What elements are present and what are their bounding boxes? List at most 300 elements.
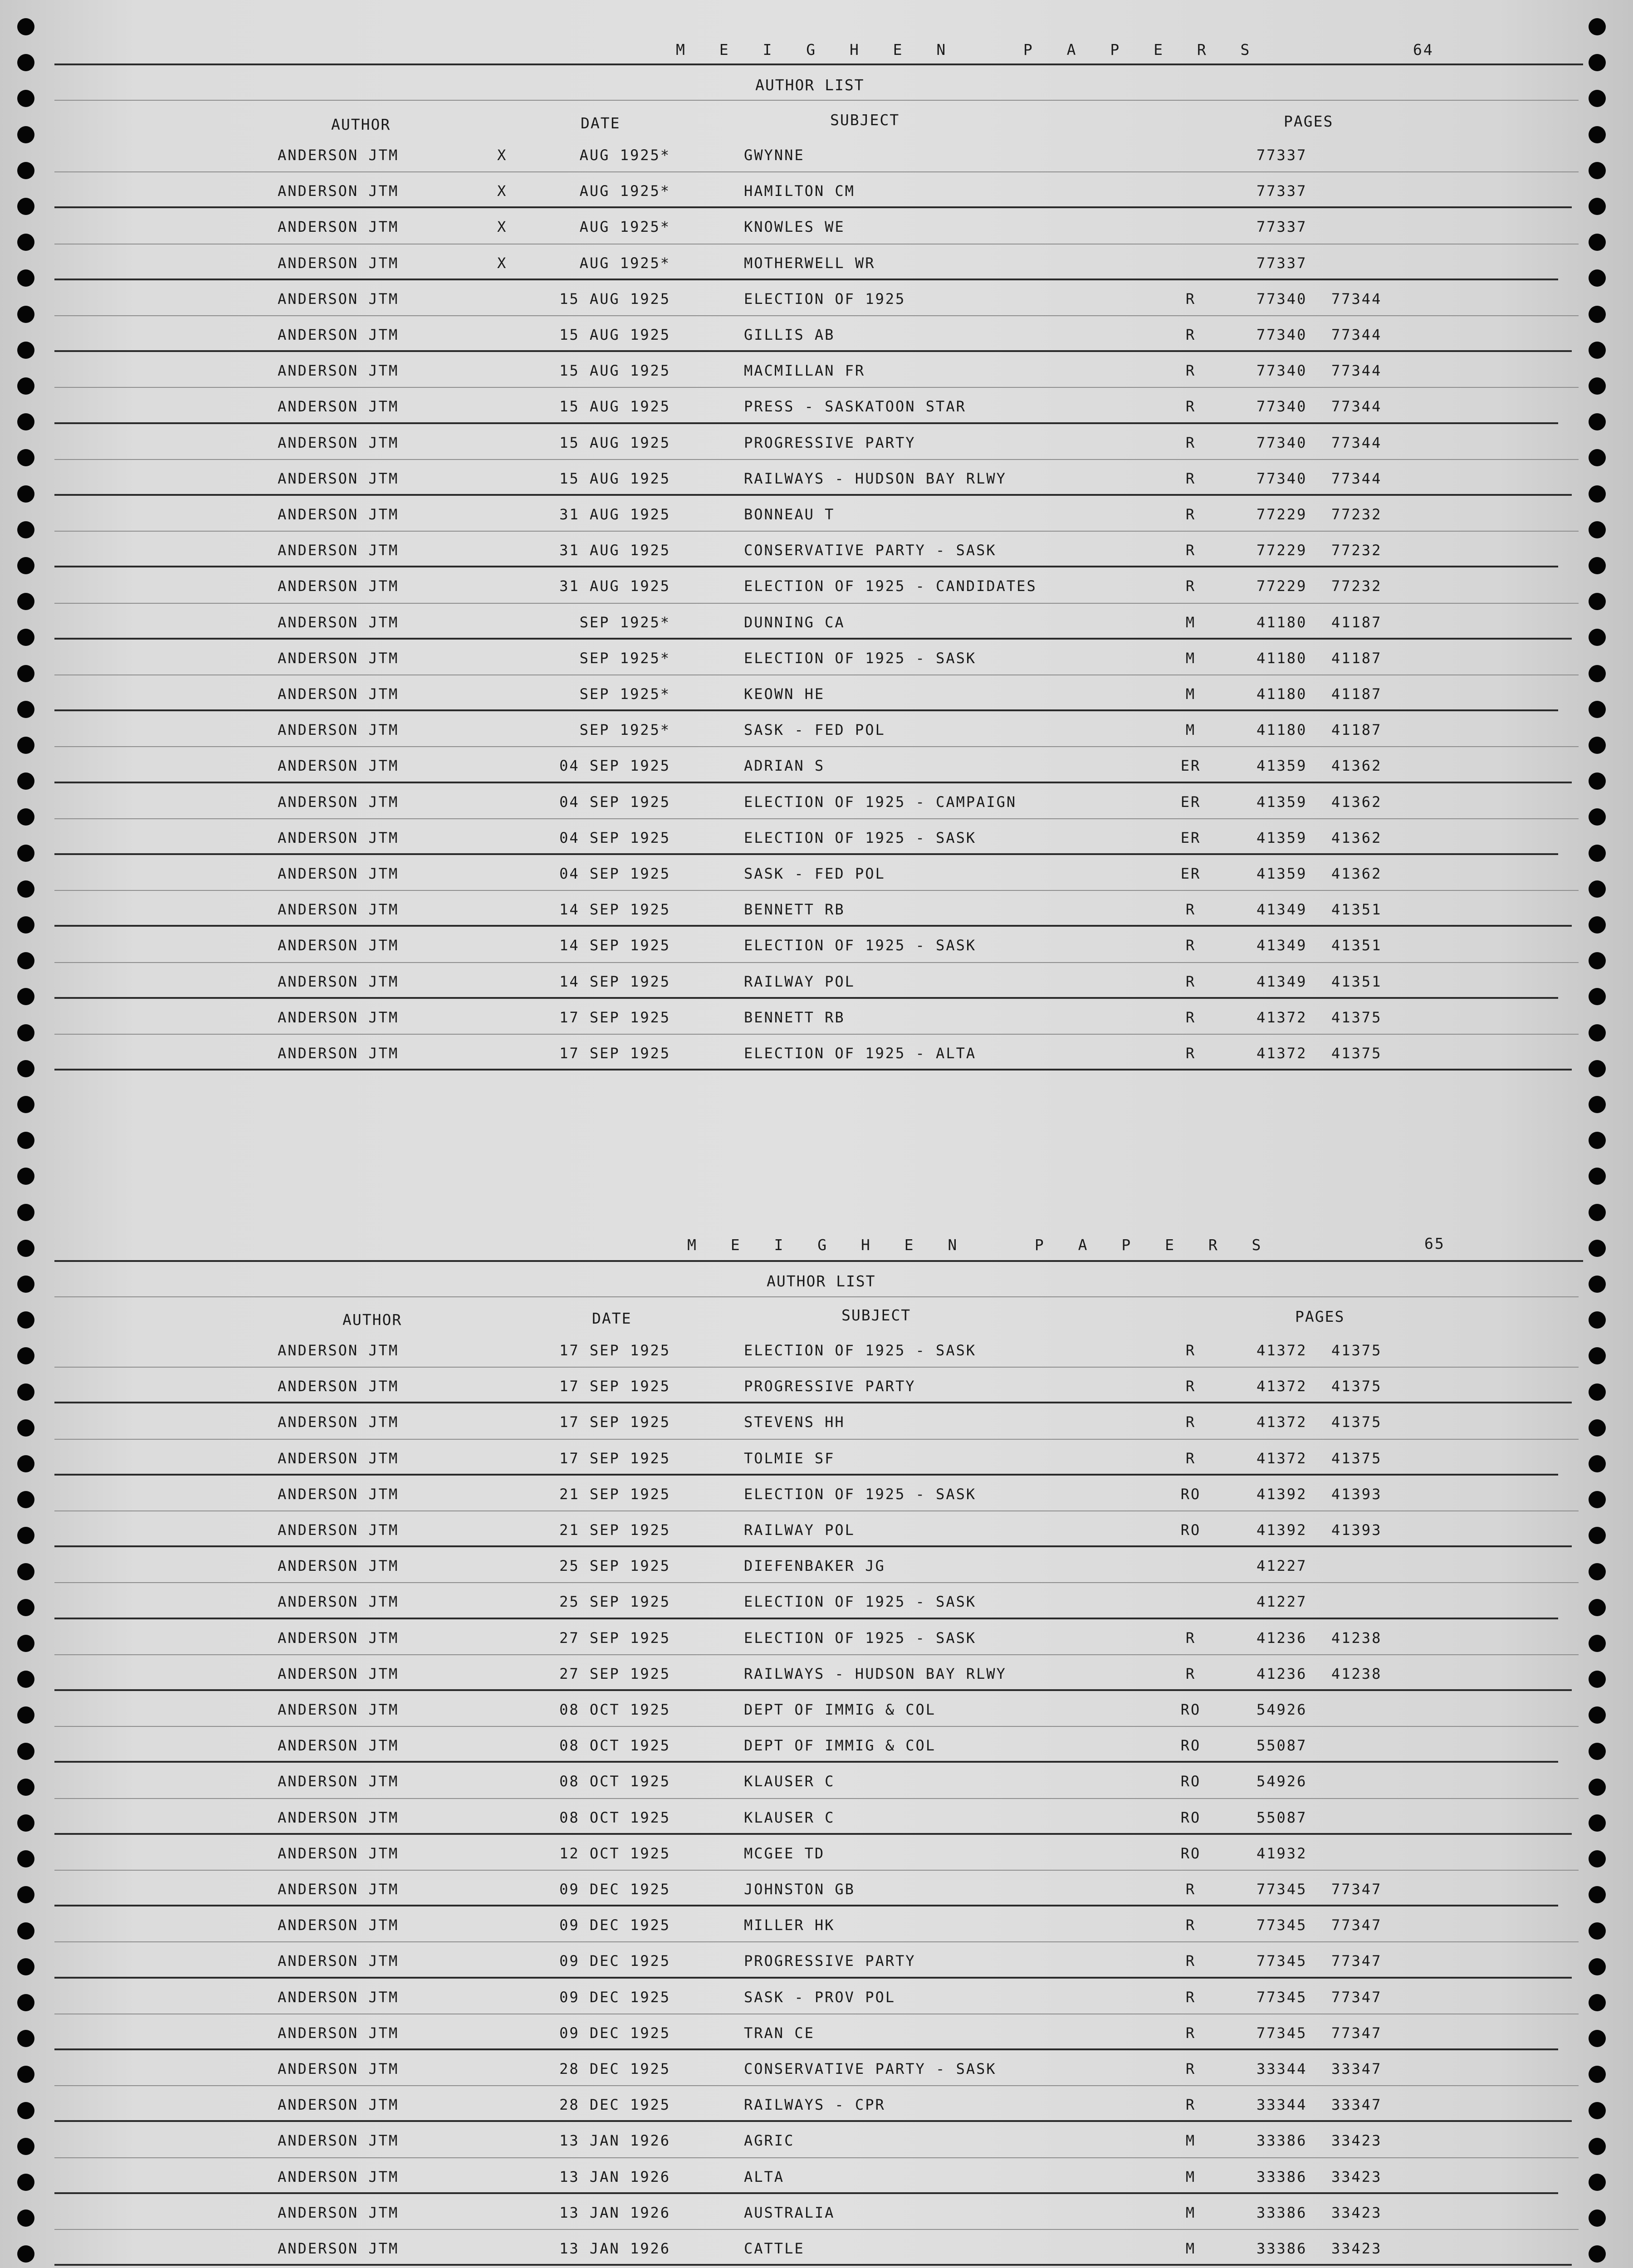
page-end-cell: 77344	[1331, 469, 1382, 487]
subject-cell: CATTLE	[744, 2240, 805, 2257]
page-end-cell: 33423	[1331, 2168, 1382, 2185]
page-end-cell: 41393	[1331, 1521, 1382, 1539]
form-rule	[54, 350, 1572, 352]
date-cell: 09 DEC 1925	[559, 1881, 670, 1898]
subject-cell: ADRIAN S	[744, 757, 825, 775]
date-cell: 13 JAN 1926	[559, 2204, 670, 2221]
table-row	[0, 246, 1633, 278]
page-start-cell: 77340	[1257, 290, 1307, 308]
table-row	[0, 1549, 1633, 1581]
page-start-cell: 41180	[1257, 721, 1307, 739]
author-cell: ANDERSON JTM	[278, 1449, 399, 1467]
subject-cell: ELECTION OF 1925	[744, 290, 906, 308]
form-fine-rule	[54, 1726, 1579, 1727]
form-fine-rule	[54, 1439, 1579, 1440]
date-cell: 13 JAN 1926	[559, 2132, 670, 2150]
table-row	[0, 2016, 1633, 2048]
date-cell: 21 SEP 1925	[559, 1485, 670, 1503]
code-cell: R	[1185, 469, 1196, 487]
subject-cell: MCGEE TD	[744, 1844, 825, 1862]
column-header-pages: PAGES	[1295, 1308, 1345, 1325]
code-cell: R	[1185, 1378, 1196, 1395]
author-cell: ANDERSON JTM	[278, 2060, 399, 2077]
form-rule	[54, 1545, 1572, 1547]
date-cell: 15 AUG 1925	[559, 362, 670, 380]
table-row	[0, 1442, 1633, 1473]
page-start-cell: 77340	[1257, 469, 1307, 487]
table-row	[0, 1801, 1633, 1833]
page-end-cell: 77344	[1331, 398, 1382, 415]
form-fine-rule	[54, 1582, 1579, 1583]
table-row	[0, 1513, 1633, 1545]
subject-cell: DUNNING CA	[744, 613, 845, 631]
table-row	[0, 174, 1633, 206]
table-row	[0, 1621, 1633, 1653]
form-rule	[54, 1689, 1572, 1691]
form-fine-rule	[54, 1941, 1579, 1942]
table-row	[0, 965, 1633, 997]
date-cell: 09 DEC 1925	[559, 2024, 670, 2042]
subject-cell: ELECTION OF 1925 - CAMPAIGN	[744, 793, 1017, 811]
page-start-cell: 41372	[1257, 1045, 1307, 1062]
table-row	[0, 462, 1633, 494]
page-end-cell: 41375	[1331, 1449, 1382, 1467]
code-cell: ER	[1180, 865, 1201, 882]
date-cell: 17 SEP 1925	[559, 1045, 670, 1062]
page-end-cell: 41351	[1331, 973, 1382, 990]
form-rule	[54, 1977, 1572, 1979]
page-start-cell: 77340	[1257, 434, 1307, 451]
form-rule	[54, 2048, 1558, 2050]
code-cell: R	[1185, 1881, 1196, 1898]
page-start-cell: 41180	[1257, 613, 1307, 631]
subject-cell: STEVENS HH	[744, 1413, 845, 1431]
author-cell: ANDERSON JTM	[278, 1844, 399, 1862]
page-start-cell: 77229	[1257, 542, 1307, 559]
page-start-cell: 41227	[1257, 1593, 1307, 1611]
x-flag-cell: X	[497, 218, 508, 236]
page-start-cell: 41372	[1257, 1413, 1307, 1431]
form-rule	[54, 279, 1558, 280]
author-cell: ANDERSON JTM	[278, 937, 399, 954]
table-row	[0, 821, 1633, 853]
code-cell: R	[1185, 1413, 1196, 1431]
page-start-cell: 41359	[1257, 793, 1307, 811]
author-cell: ANDERSON JTM	[278, 1881, 399, 1898]
code-cell: M	[1185, 613, 1196, 631]
code-cell: RO	[1180, 1737, 1201, 1755]
form-rule	[54, 566, 1558, 567]
form-fine-rule	[54, 2229, 1579, 2230]
table-row	[0, 1908, 1633, 1940]
form-fine-rule	[54, 2085, 1579, 2086]
date-cell: 17 SEP 1925	[559, 1008, 670, 1026]
author-cell: ANDERSON JTM	[278, 577, 399, 595]
code-cell: R	[1185, 901, 1196, 919]
page-start-cell: 77229	[1257, 506, 1307, 523]
page-start-cell: 41392	[1257, 1521, 1307, 1539]
date-cell: SEP 1925*	[579, 721, 670, 739]
author-cell: ANDERSON JTM	[278, 542, 399, 559]
date-cell: 09 DEC 1925	[559, 1952, 670, 1970]
author-cell: ANDERSON JTM	[278, 973, 399, 990]
table-row	[0, 1001, 1633, 1032]
subject-cell: ELECTION OF 1925 - SASK	[744, 1629, 977, 1647]
page-end-cell: 41375	[1331, 1413, 1382, 1431]
date-cell: 15 AUG 1925	[559, 469, 670, 487]
code-cell: RO	[1180, 1701, 1201, 1718]
code-cell: RO	[1180, 1844, 1201, 1862]
author-cell: ANDERSON JTM	[278, 757, 399, 775]
author-cell: ANDERSON JTM	[278, 685, 399, 703]
subject-cell: SASK - PROV POL	[744, 1988, 895, 2006]
page-end-cell: 41362	[1331, 865, 1382, 882]
code-cell: RO	[1180, 1485, 1201, 1503]
page-end-cell: 33347	[1331, 2096, 1382, 2114]
page-start-cell: 54926	[1257, 1701, 1307, 1718]
page-start-cell: 77340	[1257, 398, 1307, 415]
author-cell: ANDERSON JTM	[278, 1521, 399, 1539]
x-flag-cell: X	[497, 254, 508, 272]
table-row	[0, 1477, 1633, 1509]
form-fine-rule	[54, 1034, 1579, 1035]
date-cell: SEP 1925*	[579, 685, 670, 703]
subject-cell: ELECTION OF 1925 - ALTA	[744, 1045, 977, 1062]
table-row	[0, 1729, 1633, 1760]
page-start-cell: 77345	[1257, 1916, 1307, 1934]
code-cell: R	[1185, 326, 1196, 343]
table-row	[0, 857, 1633, 889]
header-fine-rule	[54, 1296, 1579, 1297]
author-cell: ANDERSON JTM	[278, 1629, 399, 1647]
page-number: 65	[1424, 1235, 1445, 1252]
page-start-cell: 77345	[1257, 1952, 1307, 1970]
table-row	[0, 2088, 1633, 2120]
page-end-cell: 33423	[1331, 2240, 1382, 2257]
page-end-cell: 77347	[1331, 2024, 1382, 2042]
page-start-cell: 41349	[1257, 901, 1307, 919]
page-end-cell: 77344	[1331, 326, 1382, 343]
date-cell: 17 SEP 1925	[559, 1378, 670, 1395]
subject-cell: KLAUSER C	[744, 1809, 835, 1826]
form-fine-rule	[54, 171, 1579, 172]
page-start-cell: 77337	[1257, 254, 1307, 272]
code-cell: R	[1185, 290, 1196, 308]
column-header-date: DATE	[592, 1310, 632, 1327]
author-cell: ANDERSON JTM	[278, 362, 399, 380]
subject-cell: ELECTION OF 1925 - SASK	[744, 1485, 977, 1503]
page-start-cell: 77345	[1257, 1988, 1307, 2006]
author-cell: ANDERSON JTM	[278, 1378, 399, 1395]
form-fine-rule	[54, 818, 1579, 819]
header-rule	[54, 1260, 1583, 1262]
date-cell: 31 AUG 1925	[559, 577, 670, 595]
form-rule	[54, 494, 1572, 496]
code-cell: R	[1185, 1342, 1196, 1359]
page-end-cell: 77344	[1331, 434, 1382, 451]
author-cell: ANDERSON JTM	[278, 218, 399, 236]
date-cell: 04 SEP 1925	[559, 829, 670, 846]
code-cell: R	[1185, 1449, 1196, 1467]
date-cell: 17 SEP 1925	[559, 1413, 670, 1431]
subject-cell: RAILWAYS - CPR	[744, 2096, 885, 2114]
date-cell: 31 AUG 1925	[559, 542, 670, 559]
column-header-subject: SUBJECT	[841, 1306, 911, 1324]
code-cell: R	[1185, 973, 1196, 990]
page-end-cell: 33423	[1331, 2204, 1382, 2221]
date-cell: 15 AUG 1925	[559, 398, 670, 415]
page-end-cell: 41362	[1331, 793, 1382, 811]
subject-cell: GWYNNE	[744, 147, 805, 164]
author-cell: ANDERSON JTM	[278, 1809, 399, 1826]
form-fine-rule	[54, 1510, 1579, 1511]
date-cell: 04 SEP 1925	[559, 757, 670, 775]
page-end-cell: 77347	[1331, 1916, 1382, 1934]
table-row	[0, 749, 1633, 781]
page-end-cell: 77232	[1331, 542, 1382, 559]
form-fine-rule	[54, 1870, 1579, 1871]
author-cell: ANDERSON JTM	[278, 613, 399, 631]
form-fine-rule	[54, 746, 1579, 747]
page-start-cell: 41372	[1257, 1378, 1307, 1395]
subject-cell: RAILWAYS - HUDSON BAY RLWY	[744, 469, 1007, 487]
subject-cell: PROGRESSIVE PARTY	[744, 434, 916, 451]
page-end-cell: 77232	[1331, 506, 1382, 523]
sheet-title: M E I G H E N P A P E R S	[676, 41, 1262, 59]
page-start-cell: 77229	[1257, 577, 1307, 595]
page-start-cell: 41372	[1257, 1342, 1307, 1359]
table-row	[0, 1036, 1633, 1068]
table-row	[0, 138, 1633, 170]
table-row	[0, 1405, 1633, 1437]
subject-cell: PROGRESSIVE PARTY	[744, 1378, 916, 1395]
page-start-cell: 33386	[1257, 2168, 1307, 2185]
page-start-cell: 41236	[1257, 1665, 1307, 1682]
date-cell: 09 DEC 1925	[559, 1916, 670, 1934]
form-fine-rule	[54, 531, 1579, 532]
table-row	[0, 569, 1633, 601]
page-start-cell: 77337	[1257, 218, 1307, 236]
page-end-cell: 41375	[1331, 1342, 1382, 1359]
date-cell: 14 SEP 1925	[559, 973, 670, 990]
page-end-cell: 41238	[1331, 1629, 1382, 1647]
subject-cell: KEOWN HE	[744, 685, 825, 703]
page-start-cell: 41932	[1257, 1844, 1307, 1862]
author-cell: ANDERSON JTM	[278, 649, 399, 667]
form-rule	[54, 1402, 1572, 1403]
table-row	[0, 893, 1633, 924]
date-cell: 14 SEP 1925	[559, 937, 670, 954]
column-header-author: AUTHOR	[331, 116, 391, 133]
subject-cell: PRESS - SASKATOON STAR	[744, 398, 966, 415]
date-cell: 13 JAN 1926	[559, 2168, 670, 2185]
table-row	[0, 1657, 1633, 1689]
page-start-cell: 41372	[1257, 1449, 1307, 1467]
table-row	[0, 2232, 1633, 2263]
form-rule	[54, 1474, 1558, 1476]
date-cell: 04 SEP 1925	[559, 793, 670, 811]
author-cell: ANDERSON JTM	[278, 2240, 399, 2257]
code-cell: M	[1185, 649, 1196, 667]
subject-cell: ALTA	[744, 2168, 785, 2185]
author-cell: ANDERSON JTM	[278, 2024, 399, 2042]
author-cell: ANDERSON JTM	[278, 1916, 399, 1934]
author-cell: ANDERSON JTM	[278, 901, 399, 919]
table-row	[0, 426, 1633, 458]
form-rule	[54, 2192, 1558, 2194]
subject-cell: ELECTION OF 1925 - SASK	[744, 649, 977, 667]
form-rule	[54, 997, 1558, 999]
code-cell: R	[1185, 1045, 1196, 1062]
header-rule	[54, 64, 1583, 65]
page-end-cell: 41187	[1331, 649, 1382, 667]
page-start-cell: 33386	[1257, 2132, 1307, 2150]
column-header-pages: PAGES	[1284, 112, 1334, 130]
table-row	[0, 282, 1633, 314]
date-cell: 08 OCT 1925	[559, 1737, 670, 1755]
subject-cell: TRAN CE	[744, 2024, 815, 2042]
page-number: 64	[1413, 41, 1434, 59]
subject-cell: AGRIC	[744, 2132, 795, 2150]
date-cell: 13 JAN 1926	[559, 2240, 670, 2257]
code-cell: R	[1185, 1629, 1196, 1647]
table-row	[0, 1585, 1633, 1617]
table-row	[0, 606, 1633, 637]
page-end-cell: 77347	[1331, 1988, 1382, 2006]
code-cell: R	[1185, 398, 1196, 415]
subject-cell: GILLIS AB	[744, 326, 835, 343]
table-row	[0, 1980, 1633, 2012]
page-start-cell: 41349	[1257, 937, 1307, 954]
code-cell: ER	[1180, 829, 1201, 846]
page-start-cell: 41180	[1257, 649, 1307, 667]
code-cell: R	[1185, 937, 1196, 954]
code-cell: R	[1185, 2096, 1196, 2114]
subject-cell: DIEFENBAKER JG	[744, 1557, 885, 1575]
subject-cell: ELECTION OF 1925 - SASK	[744, 1342, 977, 1359]
table-row	[0, 354, 1633, 386]
date-cell: 15 AUG 1925	[559, 290, 670, 308]
subject-cell: MILLER HK	[744, 1916, 835, 1934]
author-cell: ANDERSON JTM	[278, 1952, 399, 1970]
code-cell: M	[1185, 2240, 1196, 2257]
date-cell: AUG 1925*	[579, 147, 670, 164]
form-rule	[54, 1069, 1572, 1070]
author-cell: ANDERSON JTM	[278, 1557, 399, 1575]
page-end-cell: 33347	[1331, 2060, 1382, 2077]
table-row	[0, 1693, 1633, 1725]
page-end-cell: 41187	[1331, 685, 1382, 703]
listing-sheet-65	[0, 1220, 1633, 2268]
list-title: AUTHOR LIST	[755, 76, 865, 94]
page-end-cell: 77347	[1331, 1881, 1382, 1898]
code-cell: R	[1185, 2024, 1196, 2042]
page-start-cell: 33344	[1257, 2060, 1307, 2077]
code-cell: R	[1185, 542, 1196, 559]
form-fine-rule	[54, 962, 1579, 963]
code-cell: R	[1185, 1916, 1196, 1934]
subject-cell: AUSTRALIA	[744, 2204, 835, 2221]
page-end-cell: 41187	[1331, 613, 1382, 631]
author-cell: ANDERSON JTM	[278, 147, 399, 164]
table-row	[0, 2124, 1633, 2156]
table-row	[0, 1369, 1633, 1401]
date-cell: 04 SEP 1925	[559, 865, 670, 882]
date-cell: 17 SEP 1925	[559, 1342, 670, 1359]
list-title: AUTHOR LIST	[767, 1272, 876, 1290]
page-end-cell: 41375	[1331, 1008, 1382, 1026]
date-cell: AUG 1925*	[579, 182, 670, 200]
code-cell: R	[1185, 362, 1196, 380]
date-cell: SEP 1925*	[579, 613, 670, 631]
subject-cell: KLAUSER C	[744, 1773, 835, 1790]
author-cell: ANDERSON JTM	[278, 254, 399, 272]
author-cell: ANDERSON JTM	[278, 1413, 399, 1431]
subject-cell: ELECTION OF 1925 - SASK	[744, 829, 977, 846]
date-cell: 21 SEP 1925	[559, 1521, 670, 1539]
form-fine-rule	[54, 2157, 1579, 2158]
author-cell: ANDERSON JTM	[278, 1342, 399, 1359]
date-cell: 31 AUG 1925	[559, 506, 670, 523]
author-cell: ANDERSON JTM	[278, 326, 399, 343]
table-row	[0, 533, 1633, 565]
subject-cell: SASK - FED POL	[744, 865, 885, 882]
table-row	[0, 390, 1633, 421]
page-start-cell: 55087	[1257, 1737, 1307, 1755]
code-cell: R	[1185, 434, 1196, 451]
subject-cell: RAILWAY POL	[744, 1521, 855, 1539]
subject-cell: MACMILLAN FR	[744, 362, 865, 380]
author-cell: ANDERSON JTM	[278, 290, 399, 308]
subject-cell: MOTHERWELL WR	[744, 254, 875, 272]
subject-cell: CONSERVATIVE PARTY - SASK	[744, 542, 997, 559]
author-cell: ANDERSON JTM	[278, 1701, 399, 1718]
table-row	[0, 713, 1633, 745]
date-cell: 08 OCT 1925	[559, 1809, 670, 1826]
author-cell: ANDERSON JTM	[278, 2132, 399, 2150]
x-flag-cell: X	[497, 182, 508, 200]
author-cell: ANDERSON JTM	[278, 1988, 399, 2006]
table-row	[0, 929, 1633, 960]
form-rule	[54, 2120, 1572, 2122]
date-cell: 09 DEC 1925	[559, 1988, 670, 2006]
subject-cell: RAILWAY POL	[744, 973, 855, 990]
subject-cell: KNOWLES WE	[744, 218, 845, 236]
page-start-cell: 41180	[1257, 685, 1307, 703]
code-cell: R	[1185, 577, 1196, 595]
author-cell: ANDERSON JTM	[278, 2096, 399, 2114]
form-fine-rule	[54, 459, 1579, 460]
page-start-cell: 33386	[1257, 2204, 1307, 2221]
author-cell: ANDERSON JTM	[278, 2168, 399, 2185]
table-row	[0, 210, 1633, 242]
page-start-cell: 41349	[1257, 973, 1307, 990]
date-cell: 12 OCT 1925	[559, 1844, 670, 1862]
author-cell: ANDERSON JTM	[278, 1737, 399, 1755]
subject-cell: ELECTION OF 1925 - SASK	[744, 1593, 977, 1611]
author-cell: ANDERSON JTM	[278, 1008, 399, 1026]
form-rule	[54, 1905, 1558, 1906]
form-fine-rule	[54, 1798, 1579, 1799]
table-row	[0, 1765, 1633, 1796]
page-end-cell: 41362	[1331, 829, 1382, 846]
code-cell: R	[1185, 1988, 1196, 2006]
subject-cell: PROGRESSIVE PARTY	[744, 1952, 916, 1970]
table-row	[0, 1837, 1633, 1868]
listing-sheet-64	[0, 27, 1633, 1129]
subject-cell: BONNEAU T	[744, 506, 835, 523]
form-rule	[54, 1761, 1558, 1763]
